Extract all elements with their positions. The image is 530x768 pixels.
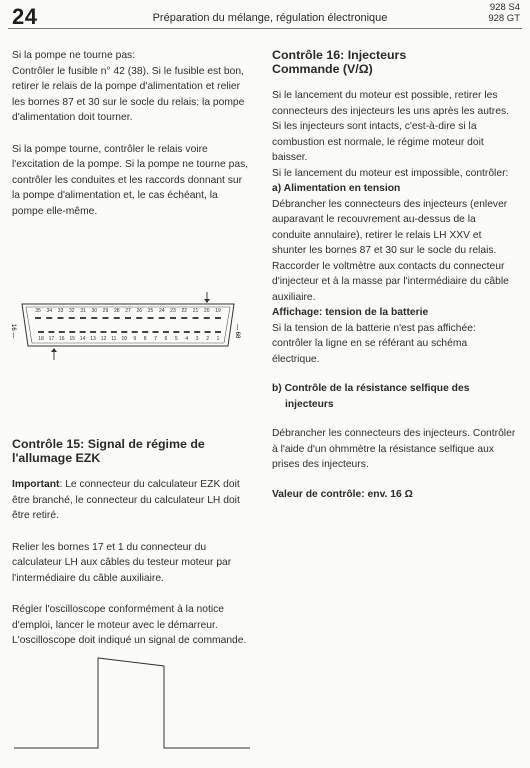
waveform-line <box>14 658 250 748</box>
controle-15-important <box>12 477 252 524</box>
pin-slot <box>215 317 221 319</box>
resistance-title <box>272 381 517 412</box>
pin-label: 32 <box>68 308 75 314</box>
pin-label: 9 <box>133 336 137 342</box>
pin-slot <box>159 317 165 319</box>
pump-running-text: Si la pompe tourne, contrôler le relais voire l'excitation de la pompe. Si la pompe ne tourne pas, contrôler les conduites et les raccords donnant sur la pompe d'alimentation et, le cas échéant, la pompe elle-même. <box>12 143 249 217</box>
controle-15-title-line2: l'allumage EZK <box>12 451 101 465</box>
pin-slot <box>59 331 65 333</box>
alimentation-text: Débrancher les connecteurs des injecteurs (enlever auparavant le recouvrement au-dessus de la conduite annulaire), retirer le relais LH XXV et shunter les bornes 87 et 30 sur le socle du relais. Raccorder le voltmètre aux contacts du connecteur d'injecteur et à la masse par l'intermédiaire du câble auxiliaire. <box>272 198 509 303</box>
pin-slot <box>148 317 154 319</box>
pin-label: 24 <box>158 308 165 314</box>
pin-slot <box>80 317 86 319</box>
pin-label: 33 <box>57 308 64 314</box>
page-number: 24 <box>12 4 38 29</box>
pin-slot <box>90 331 96 333</box>
pin-labels-bottom <box>38 336 219 342</box>
pump-not-running-text: Contrôler le fusible n° 42 (38). Si le fusible est bon, retirer le relais de la pompe d'alimentation et relier les bornes 87 et 30 sur le socle du relais: la pompe d'alimentation doit tourner. <box>12 65 245 123</box>
pin-slot <box>132 331 138 333</box>
pin-slot <box>136 317 142 319</box>
controle-15-connect-text: Relier les bornes 17 et 1 du connecteur du calculateur LH aux câbles du testeur moteur par l'intermédiaire du câble auxiliaire. <box>12 541 232 584</box>
pin-label: 34 <box>46 308 53 314</box>
pin-slot <box>193 317 199 319</box>
pin-label: 11 <box>111 336 117 342</box>
pin-slot <box>205 331 211 333</box>
pin-label: 15 <box>69 336 76 342</box>
pin-label: 23 <box>170 308 176 314</box>
pin-label: 13 <box>90 336 96 342</box>
pin-slot <box>91 317 97 319</box>
pin-slot <box>69 331 75 333</box>
pin-slot <box>38 331 44 333</box>
pin-slots-top <box>35 317 221 319</box>
pin-slot <box>35 317 41 319</box>
pin-label: 16 <box>59 336 65 342</box>
model-label-gt: 928 GT <box>488 13 520 24</box>
resistance-text: Débrancher les connecteurs des injecteurs. Contrôler à l'aide d'un ohmmètre la résistance selfique aux prises des injecteurs. <box>272 428 516 470</box>
page-header-title: Préparation du mélange, régulation électronique <box>152 12 388 24</box>
pin-label: 25 <box>147 308 154 314</box>
pin-label: 1 <box>216 336 220 342</box>
pin-slot <box>103 317 109 319</box>
controle-15-title <box>12 437 252 465</box>
pin-label: 12 <box>100 336 107 342</box>
controle-16-title <box>272 48 517 76</box>
pin-label: 6 <box>164 336 168 342</box>
pin-label: 29 <box>102 308 109 314</box>
pin-label: 21 <box>192 308 199 314</box>
controle-15-section <box>12 437 252 649</box>
pin-slot <box>142 331 148 333</box>
connector-left-label: 16 — <box>10 324 16 339</box>
pin-label: 8 <box>143 336 147 342</box>
pin-slot <box>69 317 75 319</box>
model-labels <box>488 2 520 24</box>
signal-waveform <box>12 650 252 760</box>
pin-slot <box>100 331 106 333</box>
pin-slot <box>184 331 190 333</box>
pin-slot <box>111 331 117 333</box>
pin-label: 35 <box>35 308 41 314</box>
pin-label: 22 <box>181 308 188 314</box>
affichage-title: Affichage: tension de la batterie <box>272 307 429 318</box>
pin-slot <box>46 317 52 319</box>
arrow-up-icon <box>51 348 57 360</box>
important-text: : Le connecteur du calculateur EZK doit être branché, le connecteur du calculateur LH doit être retiré. <box>12 479 240 521</box>
pin-label: 7 <box>154 336 157 342</box>
pin-label: 18 <box>38 336 44 342</box>
affichage-text: Si la tension de la batterie n'est pas affichée: contrôler la ligne en se référant au schéma électrique. <box>272 322 476 365</box>
pin-slot <box>173 331 179 333</box>
pin-slot <box>181 317 187 319</box>
pin-slot <box>48 331 54 333</box>
controle-16-intro: Si le lancement du moteur est possible, retirer les connecteurs des injecteurs les uns après les autres. Si les injecteurs sont intacts, c'est-à-dire si la combustion est normale, le régime moteur doit baisser. <box>272 90 509 163</box>
pin-slots-bottom <box>38 331 221 333</box>
pin-label: 3 <box>195 336 199 342</box>
pin-slot <box>114 317 120 319</box>
pin-slot <box>204 317 210 319</box>
connector-diagram <box>8 290 248 380</box>
pin-label: 26 <box>136 308 143 314</box>
control-value: Valeur de contrôle: env. 16 Ω <box>272 488 413 500</box>
pin-label: 2 <box>206 336 209 342</box>
pin-label: 28 <box>113 308 120 314</box>
pin-label: 20 <box>203 308 210 314</box>
pin-slot <box>153 331 159 333</box>
pin-slot <box>121 331 127 333</box>
pin-slot <box>58 317 64 319</box>
resistance-title-line1: b) Contrôle de la résistance selfique des <box>272 383 470 394</box>
important-label: Important <box>12 479 60 490</box>
connector-right-label: — 68 <box>234 324 240 339</box>
pin-slot <box>163 331 169 333</box>
controle-16-title-line2: Commande (V/Ω) <box>272 62 373 76</box>
pin-label: 19 <box>215 308 221 314</box>
pin-labels-top <box>35 308 221 314</box>
pin-slot <box>125 317 131 319</box>
resistance-title-line2: injecteurs <box>285 398 334 410</box>
left-intro <box>12 48 252 219</box>
controle-15-oscilloscope-text: Régler l'oscilloscope conformément à la notice d'emploi, lancer le moteur avec le démarreur. L'oscilloscope doit indiqué un signal de commande. <box>12 604 247 646</box>
controle-16-intro-2: Si le lancement du moteur est impossible, contrôler: <box>272 167 509 179</box>
alimentation-title: a) Alimentation en tension <box>272 183 401 194</box>
model-label-s4: 928 S4 <box>489 2 520 13</box>
arrow-down-icon <box>204 292 210 303</box>
pin-slot <box>80 331 86 333</box>
pin-label: 31 <box>80 308 86 314</box>
pin-label: 17 <box>48 336 55 342</box>
pin-label: 10 <box>121 336 128 342</box>
pin-label: 14 <box>79 336 86 342</box>
pin-slot <box>194 331 200 333</box>
controle-16-section <box>272 48 517 502</box>
controle-15-title-line1: Contrôle 15: Signal de régime de <box>12 437 205 451</box>
pin-label: 27 <box>125 308 131 314</box>
header-rule <box>8 28 522 29</box>
pin-slot <box>215 331 221 333</box>
pin-label: 4 <box>185 336 189 342</box>
pump-not-running-heading: Si la pompe ne tourne pas: <box>12 50 136 61</box>
pin-label: 30 <box>91 308 98 314</box>
controle-16-title-line1: Contrôle 16: Injecteurs <box>272 48 407 62</box>
pin-label: 5 <box>174 336 178 342</box>
pin-slot <box>170 317 176 319</box>
